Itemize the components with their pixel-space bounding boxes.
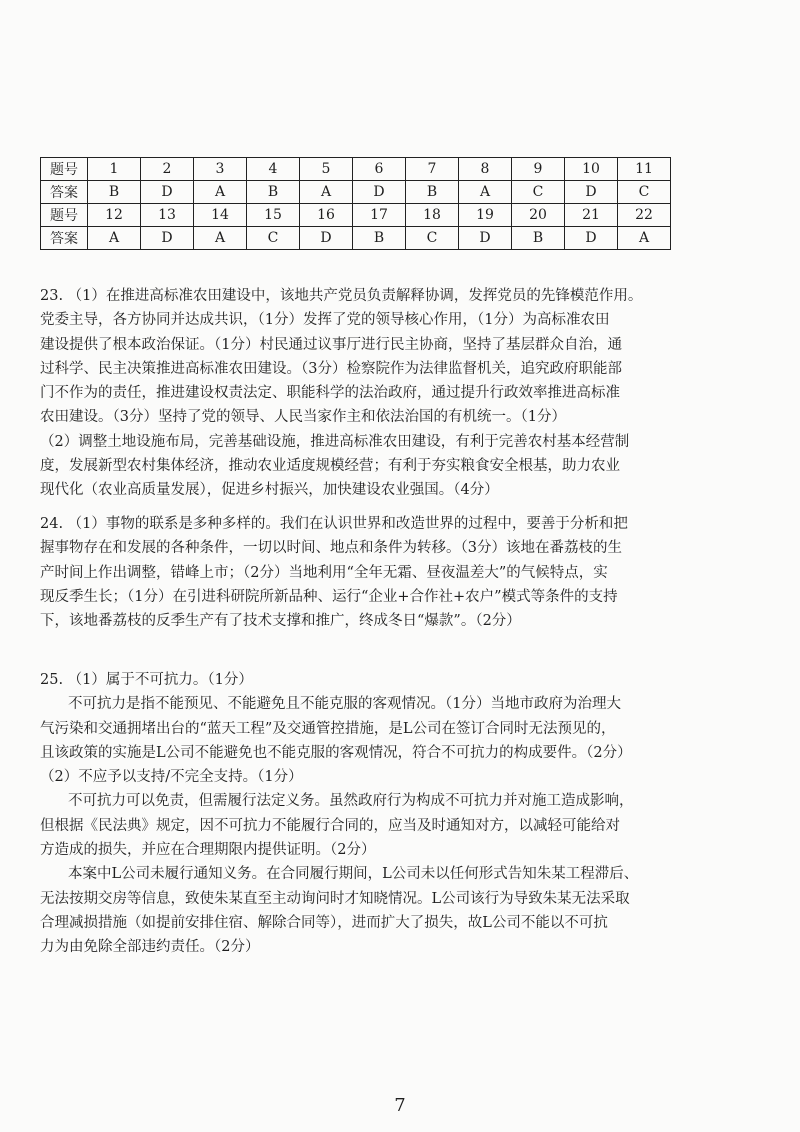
table-cell: 21 [565, 204, 618, 227]
answer-line: 25. （1）属于不可抗力。（1分） [40, 672, 253, 688]
table-cell: 1 [88, 158, 141, 181]
table-cell: C [406, 227, 459, 250]
table-cell: 13 [141, 204, 194, 227]
table-cell: 12 [88, 204, 141, 227]
table-cell: 10 [565, 158, 618, 181]
answer-line: （2）不应予以支持/不完全支持。（1分） [40, 769, 303, 786]
table-cell: C [512, 181, 565, 204]
answer-line: 不可抗力是指不能预见、不能避免且不能克服的客观情况。（1分）当地市政府为治理大 [68, 696, 621, 713]
table-cell: A [88, 227, 141, 250]
answer-line: 气污染和交通拥堵出台的“蓝天工程”及交通管控措施，是L公司在签订合同时无法预见的， [40, 720, 616, 737]
table-cell: B [247, 181, 300, 204]
answer-line: 23. （1）在推进高标准农田建设中，该地共产党员负责解释协调，发挥党员的先锋模范作用。 [40, 288, 643, 304]
table-cell: A [618, 227, 671, 250]
answer-line: 产时间上作出调整，错峰上市；（2分）当地利用“全年无霜、昼夜温差大”的气候特点，实 [40, 564, 608, 581]
table-cell: 11 [618, 158, 671, 181]
question-23-answer [40, 284, 752, 503]
question-number-row [41, 158, 671, 181]
answer-line: 但根据《民法典》规定，因不可抗力不能履行合同的，应当及时通知对方，以减轻可能给对 [40, 817, 620, 834]
table-cell: D [565, 181, 618, 204]
table-cell: 16 [300, 204, 353, 227]
row-header-cell: 答案 [41, 227, 88, 250]
table-cell: C [247, 227, 300, 250]
table-cell: D [141, 181, 194, 204]
table-cell: B [512, 227, 565, 250]
answer-line: 力为由免除全部违约责任。（2分） [40, 939, 260, 956]
row-header-cell: 题号 [41, 204, 88, 227]
table-cell: D [353, 181, 406, 204]
table-cell: B [406, 181, 459, 204]
answer-line: 不可抗力可以免责，但需履行法定义务。虽然政府行为构成不可抗力并对施工造成影响， [68, 793, 634, 810]
answer-row [41, 227, 671, 250]
table-cell: A [459, 181, 512, 204]
table-cell: 3 [194, 158, 247, 181]
table-cell: 18 [406, 204, 459, 227]
answer-line: 合理减损措施（如提前安排住宿、解除合同等），进而扩大了损失，故L公司不能以不可抗 [40, 914, 608, 931]
table-cell: 6 [353, 158, 406, 181]
answer-line: 握事物存在和发展的各种条件，一切以时间、地点和条件为转移。（3分）该地在番荔枝的生 [40, 540, 622, 557]
answer-line: 下，该地番荔枝的反季生产有了技术支撑和推广，终成冬日“爆款”。（2分） [40, 613, 521, 630]
table-cell: 5 [300, 158, 353, 181]
answer-line: 且该政策的实施是L公司不能避免也不能克服的客观情况，符合不可抗力的构成要件。（2分） [40, 744, 632, 761]
answer-line: 现反季生长；（1分）在引进科研院所新品种、运行“企业+合作社+农户”模式等条件的支持 [40, 588, 618, 605]
answer-line: 方造成的损失，并应在合理期限内提供证明。（2分） [40, 842, 376, 859]
table-cell: A [194, 227, 247, 250]
answer-line: 农田建设。（3分）坚持了党的领导、人民当家作主和依法治国的有机统一。（1分） [40, 409, 566, 426]
table-cell: 20 [512, 204, 565, 227]
row-header-cell: 答案 [41, 181, 88, 204]
table-cell: 19 [459, 204, 512, 227]
table-cell: 4 [247, 158, 300, 181]
table-cell: 9 [512, 158, 565, 181]
row-header-cell: 题号 [41, 158, 88, 181]
table-cell: D [565, 227, 618, 250]
answer-line: 过科学、民主决策推进高标准农田建设。（3分）检察院作为法律监督机关，追究政府职能部 [40, 360, 622, 377]
answer-line: 24. （1）事物的联系是多种多样的。我们在认识世界和改造世界的过程中，要善于分析和把 [40, 516, 628, 532]
table-cell: C [618, 181, 671, 204]
page-number: 7 [394, 1095, 406, 1116]
table-cell: 2 [141, 158, 194, 181]
answer-line: （2）调整土地设施布局，完善基础设施，推进高标准农田建设，有利于完善农村基本经营制 [40, 433, 630, 450]
answer-line: 本案中L公司未履行通知义务。在合同履行期间，L公司未以任何形式告知朱某工程滞后、 [68, 866, 639, 883]
answer-line: 现代化（农业高质量发展），促进乡村振兴，加快建设农业强国。（4分） [40, 482, 499, 499]
answer-line: 度，发展新型农村集体经济，推动农业适度规模经营；有利于夯实粮食安全根基，助力农业 [40, 458, 620, 475]
answer-line: 建设提供了根本政治保证。（1分）村民通过议事厅进行民主协商，坚持了基层群众自治，通 [40, 336, 622, 353]
table-cell: 14 [194, 204, 247, 227]
table-cell: A [194, 181, 247, 204]
table-cell: 22 [618, 204, 671, 227]
table-cell: 8 [459, 158, 512, 181]
answer-line: 无法按期交房等信息，致使朱某直至主动询问时才知晓情况。L公司该行为导致朱某无法采取 [40, 890, 630, 907]
question-number-row [41, 204, 671, 227]
answer-table [40, 157, 671, 250]
answer-line: 门不作为的责任，推进建设权责法定、职能科学的法治政府，通过提升行政效率推进高标准 [40, 385, 620, 402]
table-cell: A [300, 181, 353, 204]
table-cell: 17 [353, 204, 406, 227]
question-25-answer [40, 668, 752, 960]
answer-line: 党委主导，各方协同并达成共识，（1分）发挥了党的领导核心作用，（1分）为高标准农田 [40, 312, 610, 329]
table-cell: B [88, 181, 141, 204]
table-cell: D [300, 227, 353, 250]
answer-row [41, 181, 671, 204]
answer-table-body [41, 158, 671, 250]
table-cell: D [459, 227, 512, 250]
table-cell: 7 [406, 158, 459, 181]
table-cell: D [141, 227, 194, 250]
table-cell: 15 [247, 204, 300, 227]
table-cell: B [353, 227, 406, 250]
question-24-answer [40, 512, 752, 633]
